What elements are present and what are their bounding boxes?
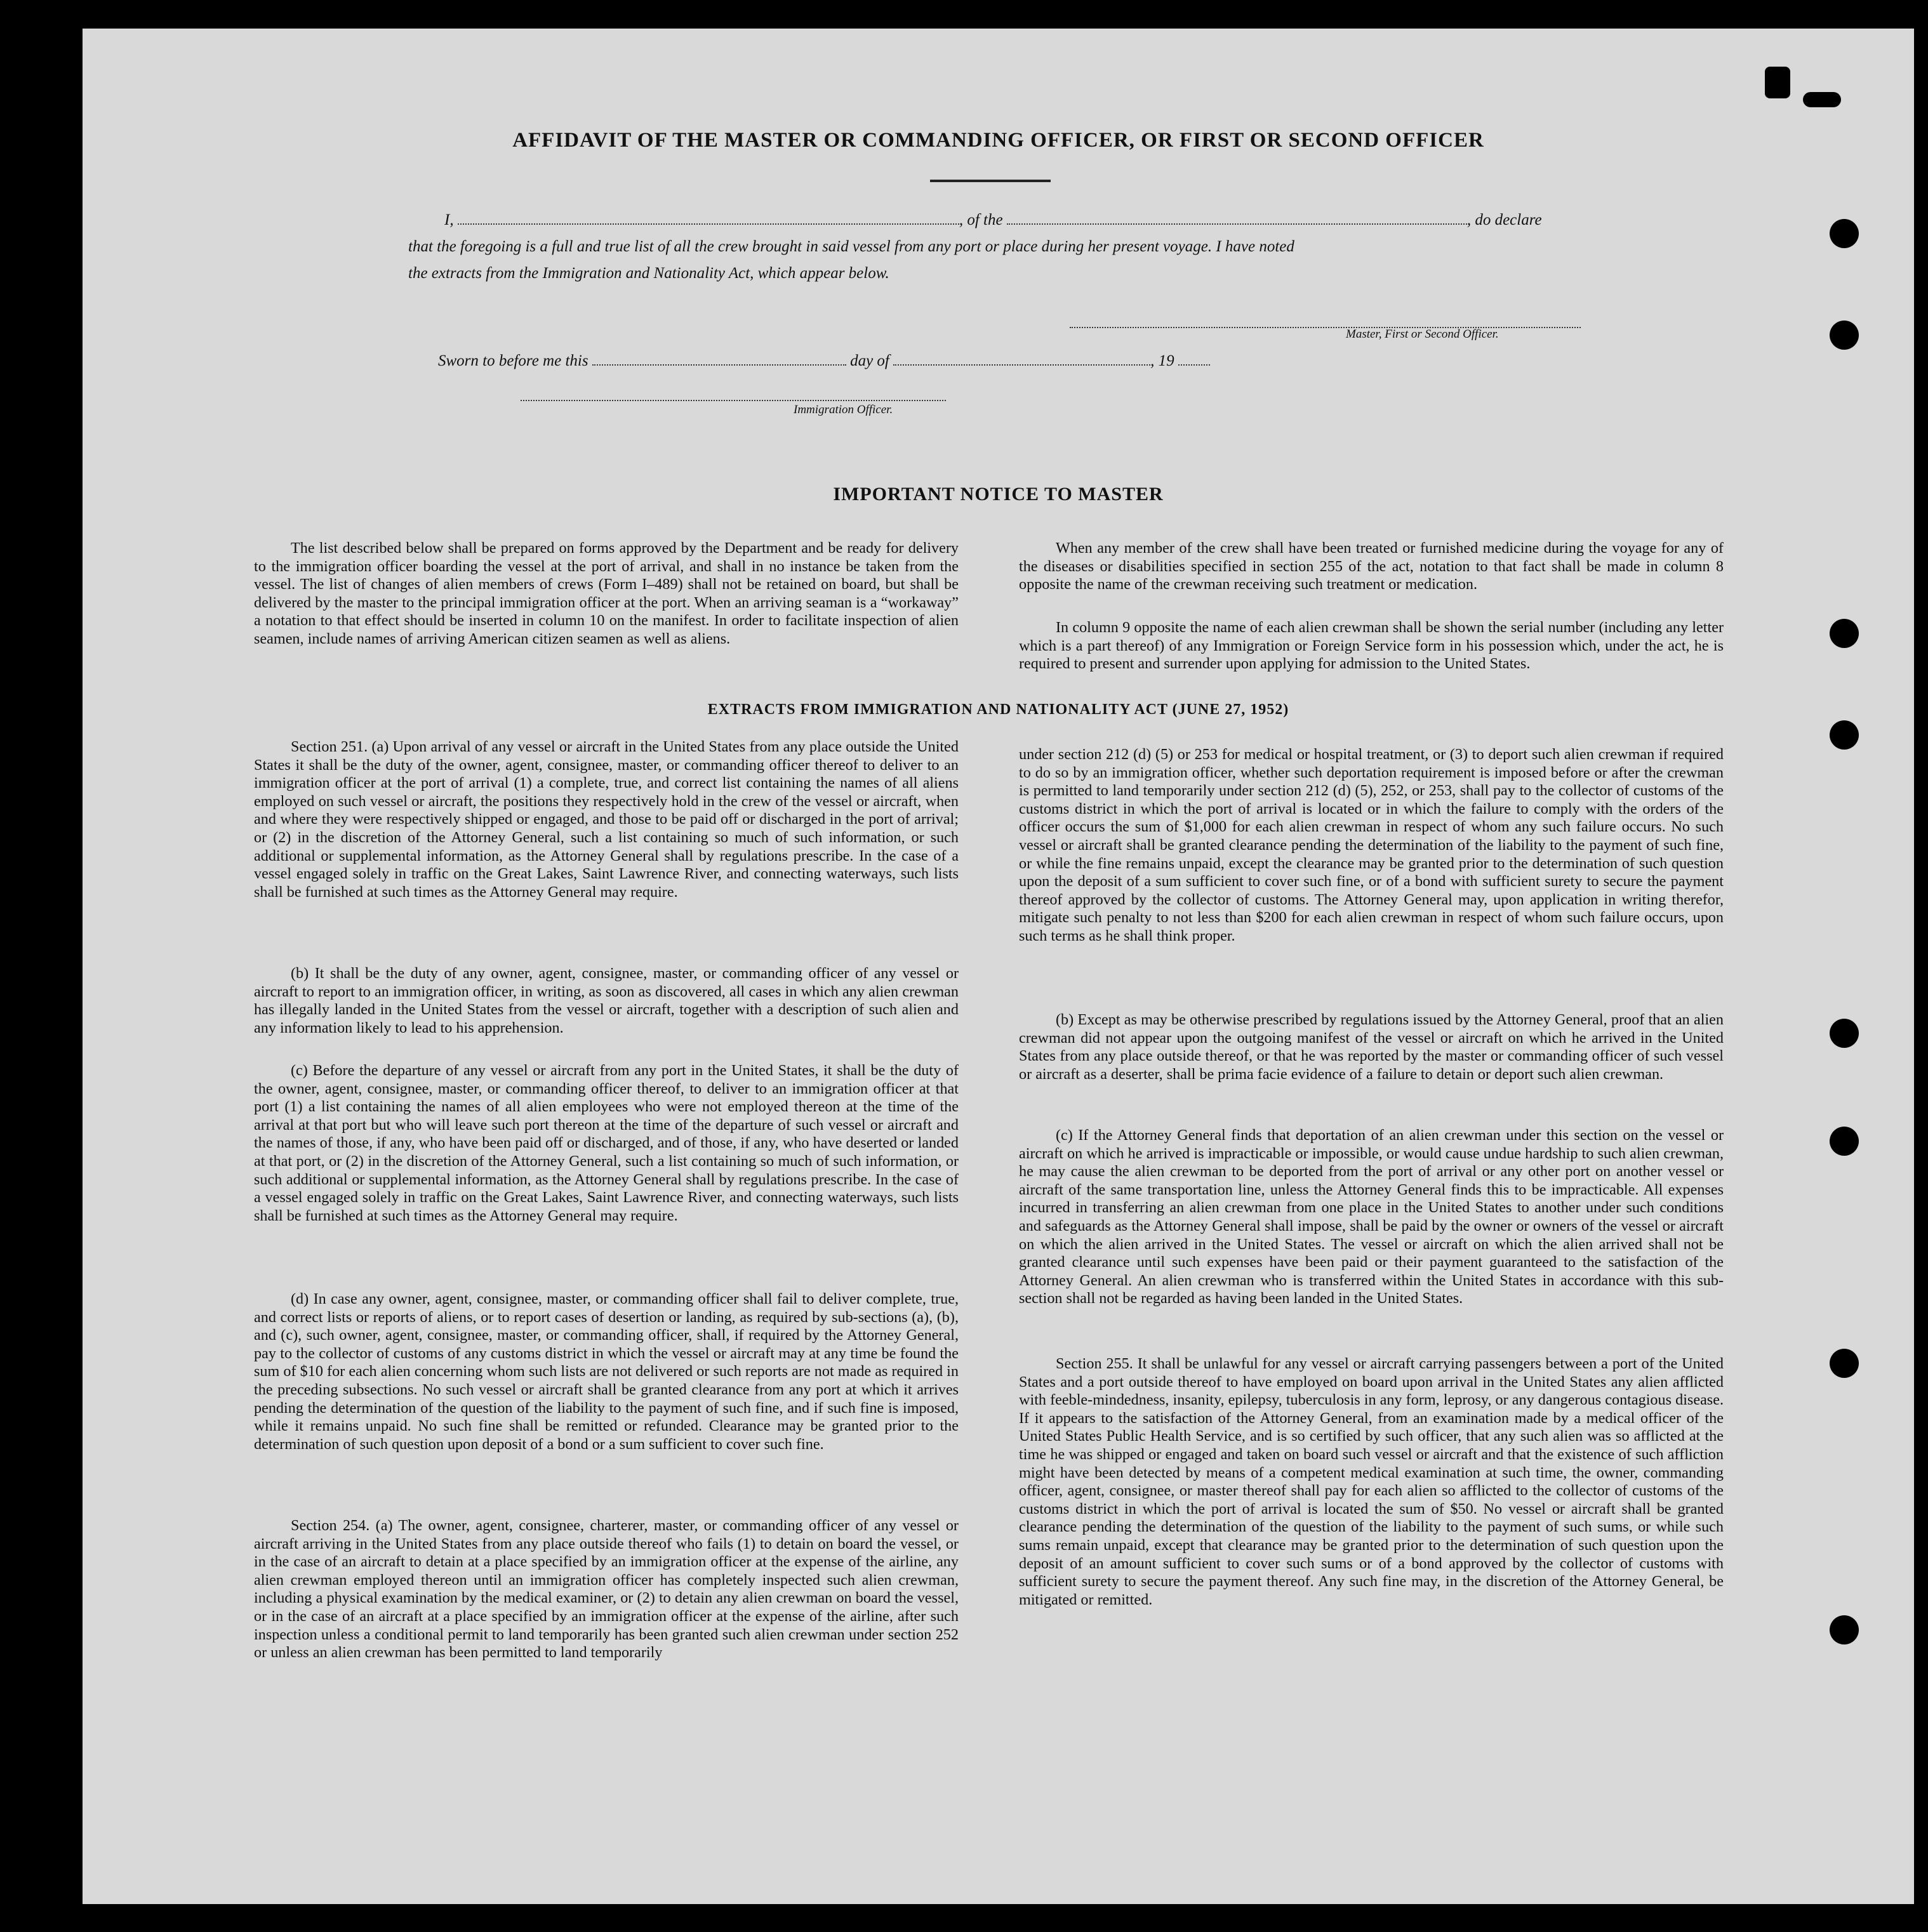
affiant-name-field[interactable]: [458, 212, 959, 225]
binder-hole: [1830, 321, 1859, 350]
year-label: , 19: [1150, 352, 1174, 369]
section-255-paragraph: Section 255. It shall be unlawful for any vessel or aircraft carrying passengers between a port of the United States and a port outside thereof to have employed on board upon arrival in the United States any alien afflicted with feeble-mindedness, insanity, epilepsy, tuberculosis in any form, leprosy, or any dangerous contagious disease. If it appears to the satisfaction of the Attorney General, from an examination made by a medical officer of the United States Public Health Service, and is so certified by such officer, that any such alien was so afflicted at the time he was shipped or engaged and taken on board such vessel or aircraft and that the existence of such affliction might have been detected by means of a competent medical examination at such time, the owner, commanding officer, agent, consignee, or master thereof shall pay for each alien so afflicted to the collector of customs of the customs district in which the port of arrival is located the sum of $50. No vessel or aircraft shall be granted clearance pending the determination of the question of the liability to the payment of such sums, or while such sums remain unpaid, except that clearance may be granted prior to the determination of such question upon the deposit of an amount sufficient to cover such sums or of a bond approved by the collector of customs with sufficient surety to secure the payment thereof. Any such fine may, in the discretion of the Attorney General, be mitigated or remitted.: [1019, 1355, 1724, 1608]
binder-hole: [1830, 1127, 1859, 1156]
affidavit-line-1: [444, 211, 1542, 229]
affidavit-line-2: that the foregoing is a full and true list of all the crew brought in said vessel from any port or place during her present voyage. I have noted: [408, 238, 1294, 255]
master-signature-line[interactable]: [1070, 327, 1581, 328]
section-251b-paragraph: (b) It shall be the duty of any owner, agent, consignee, master, or commanding officer of any vessel or aircraft to report to an immigration officer, in writing, as soon as discovered, all cases in which any alien crewman has illegally landed in the United States from the vessel or aircraft, together with a description of such alien and any information likely to lead to his apprehension.: [254, 965, 959, 1036]
section-251c-paragraph: (c) Before the departure of any vessel or aircraft from any port in the United States, it shall be the duty of the owner, agent, consignee, master, or commanding officer thereof, to deliver to an immigration officer at that port (1) a list containing the names of all alien employees who were not employed thereon at the time of the arrival at that port but who will leave such port thereon at the time of the departure of such vessel or aircraft and the names of those, if any, who have been paid off or discharged, and of those, if any, who have deserted or landed at that port, or (2) in the discretion of the Attorney General, such a list containing so much of such information, or such additional or supplemental information, as the Attorney General shall by regulations prescribe. In the case of a vessel engaged solely in traffic on the Great Lakes, Saint Lawrence River, and connecting waterways, such lists shall be furnished at such times as the Attorney General may require.: [254, 1062, 959, 1224]
sworn-label: Sworn to before me this: [438, 352, 588, 369]
binder-hole: [1830, 219, 1859, 248]
affidavit-title: AFFIDAVIT OF THE MASTER OR COMMANDING OFFICER, OR FIRST OR SECOND OFFICER: [512, 129, 1484, 152]
binder-hole: [1830, 1615, 1859, 1644]
notice-left-paragraph: The list described below shall be prepared on forms approved by the Department and be ready for delivery to the immigration officer boarding the vessel at the port of arrival, and shall in no instance be taken from the vessel. The list of changes of alien members of crews (Form I–489) shall not be retained on board, but shall be delivered by the master to the principal immigration officer at the port. When an arriving seaman is a “workaway” a notation to that effect should be inserted in column 10 on the manifest. In order to facilitate inspection of alien seamen, include names of arriving American citizen seamen as well as aliens.: [254, 539, 959, 647]
section-254a-paragraph: Section 254. (a) The owner, agent, consignee, charterer, master, or commanding officer of any vessel or aircraft arriving in the United States from any place outside thereof who fails (1) to detain on board the vessel, or in the case of an aircraft to detain at a place specified by an immigration officer at the expense of the airline, any alien crewman employed thereon until an immigration officer has completely inspected such alien crewman, including a physical examination by the medical examiner, or (2) to detain any alien crewman on board the vessel, or in the case of an aircraft at a place specified by an immigration officer at the expense of the airline, after such inspection unless a conditional permit to land temporarily has been granted such alien crewman under section 252 or unless an alien crewman has been permitted to land temporarily: [254, 1517, 959, 1662]
immigration-officer-signature-line[interactable]: [521, 400, 946, 401]
sworn-line: [438, 352, 1210, 370]
section-254c-paragraph: (c) If the Attorney General finds that deportation of an alien crewman under this section on the vessel or aircraft on which he arrived is impracticable or impossible, or would cause undue hardship to such alien crewman, he may cause the alien crewman to be deported from the port of arrival or any other port on another vessel or aircraft of the same transportation line, unless the Attorney General finds this to be impracticable. All expenses incurred in transferring an alien crewman from one place in the United States to another under such conditions and safeguards as the Attorney General shall impose, shall be paid by the owner or owners of the vessel or aircraft on which the alien arrived in the United States. The vessel or aircraft on which the alien arrived shall not be granted clearance until such expenses have been paid or their payment guaranteed to the satisfaction of the Attorney General. An alien crewman who is transferred within the United States in accordance with this sub-section shall not be regarded as having been landed in the United States.: [1019, 1127, 1724, 1307]
notice-right-paragraph-1: When any member of the crew shall have been treated or furnished medicine during the voyage for any of the diseases or disabilities specified in section 255 of the act, notation to that fact shall be made in column 8 opposite the name of the crewman receiving such treatment or medication.: [1019, 539, 1724, 593]
title-divider: [930, 180, 1051, 182]
vessel-name-field[interactable]: [1007, 212, 1467, 225]
sworn-month-field[interactable]: [893, 353, 1150, 366]
binder-hole: [1830, 1349, 1859, 1378]
section-251d-paragraph: (d) In case any owner, agent, consignee, master, or commanding officer shall fail to deliver complete, true, and correct lists or reports of aliens, or to report cases of desertion or landing, as required by sub-sections (a), (b), and (c), such owner, agent, consignee, master, or commanding officer, shall, if required by the Attorney General, pay to the collector of customs of any customs district in which the vessel or aircraft may at any time be found the sum of $10 for each alien concerning whom such lists are not delivered or such reports are not made as required in the preceding subsections. No such vessel or aircraft shall be granted clearance from any port at which it arrives pending the determination of the question of the liability to the payment of such fine, and if such fine is imposed, while it remains unpaid. No such fine shall be remitted or refunded. Clearance may be granted prior to the determination of such question upon deposit of a bond or a sum sufficient to cover such fine.: [254, 1290, 959, 1453]
binder-hole: [1830, 1019, 1859, 1048]
binder-hole: [1830, 619, 1859, 648]
affidavit-i-label: I,: [444, 211, 454, 228]
section-251a-paragraph: Section 251. (a) Upon arrival of any vessel or aircraft in the United States from any place outside the United States it shall be the duty of the owner, agent, consignee, master, or commanding officer thereof to deliver to an immigration officer at the port of arrival (1) a complete, true, and correct list containing the names of all aliens employed on such vessel or aircraft, the positions they respectively hold in the crew of the vessel or aircraft, when and where they were respectively shipped or engaged, and those to be paid off or discharged in the port of arrival; or (2) in the discretion of the Attorney General, such a list containing so much of such information, or such additional or supplemental information, as the Attorney General shall by regulations prescribe. In the case of a vessel engaged solely in traffic on the Great Lakes, Saint Lawrence River, and connecting waterways, such lists shall be furnished at such times as the Attorney General may require.: [254, 738, 959, 901]
sworn-day-field[interactable]: [592, 353, 846, 366]
notice-right-paragraph-2: In column 9 opposite the name of each alien crewman shall be shown the serial number (including any letter which is a part thereof) of any Immigration or Foreign Service form in his possession which, under the act, he is required to present and surrender upon applying for admission to the United States.: [1019, 619, 1724, 673]
section-254b-paragraph: (b) Except as may be otherwise prescribed by regulations issued by the Attorney General, proof that an alien crewman did not appear upon the outgoing manifest of the vessel or aircraft on which he arrived in the United States from any place outside thereof, or that he was reported by the master or commanding officer of such vessel or aircraft as a deserter, shall be prima facie evidence of a failure to detain or deport such alien crewman.: [1019, 1011, 1724, 1083]
section-254a-continued-paragraph: under section 212 (d) (5) or 253 for medical or hospital treatment, or (3) to deport such alien crewman if required to do so by an immigration officer, whether such deportation requirement is imposed before or after the crewman is permitted to land temporarily under section 212 (d) (5), 252, or 253, shall pay to the collector of customs of the customs district in which the port of arrival is located or in which the failure to comply with the orders of the officer occurs the sum of $1,000 for each alien crewman in respect of whom any such failure occurs. No such vessel or aircraft shall be granted clearance pending the determination of the liability to the payment of such fine, or while the fine remains unpaid, except the clearance may be granted prior to the determination of such question upon the deposit of a sum sufficient to cover such fine, or of a bond with sufficient surety to secure the payment thereof approved by the collector of customs. The Attorney General may, upon application in writing therefor, mitigate such penalty to not less than $200 for each alien crewman in respect of whom such failure occurs, upon such terms as he shall think proper.: [1019, 746, 1724, 944]
master-signature-label: Master, First or Second Officer.: [1346, 328, 1499, 341]
day-of-label: day of: [850, 352, 889, 369]
affidavit-of-the-label: , of the: [959, 211, 1003, 228]
immigration-officer-label: Immigration Officer.: [794, 403, 893, 416]
notice-title: IMPORTANT NOTICE TO MASTER: [833, 484, 1164, 505]
extracts-title: EXTRACTS FROM IMMIGRATION AND NATIONALITY ACT (JUNE 27, 1952): [707, 701, 1289, 718]
sworn-year-field[interactable]: [1178, 353, 1210, 366]
ink-blot-mark: [1803, 92, 1841, 107]
ink-blot-mark: [1765, 67, 1790, 98]
affidavit-declare-label: , do declare: [1466, 211, 1542, 228]
document-page: [83, 29, 1914, 1904]
affidavit-line-3: the extracts from the Immigration and Nationality Act, which appear below.: [408, 265, 889, 282]
binder-hole: [1830, 720, 1859, 750]
